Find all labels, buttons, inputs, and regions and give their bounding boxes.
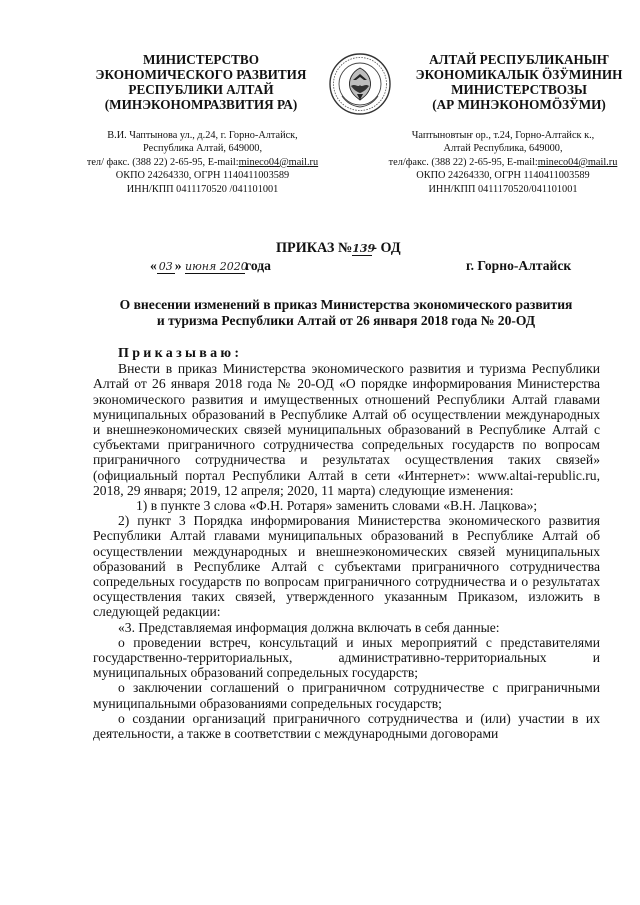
address-street: В.И. Чаптынова ул., д.24, г. Горно-Алтайск, [107, 130, 298, 141]
address-inn: ИНН/КПП 0411170520/041101001 [428, 183, 578, 195]
body-paragraph-agreements: о заключении соглашений о приграничном сотрудничестве с приграничными муниципальными образованиями сопредельных государств; [93, 680, 600, 711]
ministry-name-alt-line: МИНИСТЕРСТВОЗЫ [451, 82, 587, 97]
ministry-name-ru-line: МИНИСТЕРСТВО [143, 52, 259, 67]
order-subject-line: О внесении изменений в приказ Министерства экономического развития [119, 297, 573, 312]
order-title-suffix: - ОД [372, 240, 401, 256]
address-okpo: ОКПО 24264330, ОГРН 1140411003589 [115, 170, 290, 182]
address-phone-line [75, 156, 330, 169]
email-link[interactable]: mineco04@mail.ru [238, 156, 319, 168]
address-inn: ИНН/КПП 0411170520 /041101001 [126, 183, 279, 195]
date-month-year: июня 2020 [185, 260, 248, 273]
address-phone: тел/ факс. (388 22) 2-65-95, E-mail: [86, 156, 239, 168]
address-street: Чаптыновтыҥ ор., т.24, Горно-Алтайск к., [411, 130, 595, 141]
ministry-name-alt-line: (АР МИНЭКОНОМӦЗӰМИ) [432, 97, 606, 112]
body-paragraph-quote-start: «3. Представляемая информация должна включать в себя данные: [118, 619, 500, 635]
address-city: Республика Алтай, 649000, [142, 143, 263, 155]
address-phone: тел/факс. (388 22) 2-65-95, E-mail: [388, 156, 538, 168]
order-title-prefix: ПРИКАЗ № [276, 240, 353, 256]
ministry-name-ru-line: РЕСПУБЛИКИ АЛТАЙ [128, 82, 274, 97]
altai-republic-coat-of-arms-icon [328, 50, 392, 118]
ministry-name-ru-line: (МИНЭКОНОМРАЗВИТИЯ РА) [104, 97, 298, 112]
ministry-name-alt [405, 52, 633, 112]
address-phone-line [374, 156, 632, 169]
body-paragraph-intro: Внести в приказ Министерства экономического развития и туризма Республики Алтай от 26 января 2018 года № 20-ОД «О порядке информирования Министерства экономического развития и имущественных отношений Республики Алтай главами муниципальных образований в Республике Алтай об осуществлении международных и внешнеэкономических связей муниципальных образований в Республике Алтай с субъектами приграничного сотрудничества сопредельных государств по вопросам приграничного сотрудничества и результатах осуществления таких связей» (официальный портал Республики Алтай в сети «Интернет»: www.altai-republic.ru, 2018, 29 января; 2019, 12 апреля; 2020, 11 марта) следующие изменения: [93, 361, 600, 498]
date-day: 03 [158, 260, 173, 273]
address-block-ru [75, 129, 330, 196]
address-city: Алтай Республика, 649000, [443, 143, 563, 155]
ministry-name-ru [92, 52, 310, 112]
ministry-name-alt-line: АЛТАЙ РЕСПУБЛИКАНЫҤ [429, 52, 609, 67]
body-paragraph-meetings: о проведении встреч, консультаций и иных мероприятий с представителями государственно-территориальных, административно-территориальных и муниципальных образований сопредельных государств; [93, 634, 600, 681]
date-quote-open: « [150, 258, 157, 273]
order-subject [90, 297, 602, 329]
order-body [93, 346, 600, 741]
body-paragraph-item-2: 2) пункт 3 Порядка информирования Министерства экономического развития Республики Алтай главами муниципальных образований в Республике Алтай об осуществлении международных и внешнеэкономических связей муниципальных образований в Республике Алтай с субъектами приграничного сотрудничества сопредельных государств по вопросам приграничного сотрудничества и о результатах осуществления таких связей, утвержденного указанным Приказом, изложить в следующей редакции: [93, 513, 600, 620]
date-quote-close: » [174, 258, 182, 273]
order-date [150, 258, 271, 274]
order-subject-line: и туризма Республики Алтай от 26 января 2018 года № 20-ОД [156, 313, 536, 328]
body-paragraph-item-1: 1) в пункте 3 слова «Ф.Н. Ротаря» заменить словами «В.Н. Лацкова»; [136, 498, 538, 514]
order-number: 139 [352, 242, 376, 255]
address-okpo: ОКПО 24264330, ОГРН 1140411003589 [416, 170, 590, 182]
email-link[interactable]: mineco04@mail.ru [537, 156, 618, 168]
date-suffix: года [245, 258, 271, 273]
prikazyvayu-heading: Приказываю: [118, 346, 243, 361]
order-title [276, 240, 401, 257]
address-block-alt [374, 129, 632, 196]
order-city: г. Горно-Алтайск [466, 258, 572, 273]
ministry-name-ru-line: ЭКОНОМИЧЕСКОГО РАЗВИТИЯ [95, 67, 307, 82]
ministry-name-alt-line: ЭКОНОМИКАЛЫК ӦЗӰМИНИН [415, 67, 623, 82]
body-paragraph-organizations: о создании организаций приграничного сотрудничества и (или) участии в их деятельности, а также в соответствии с международными договорами [93, 710, 600, 742]
